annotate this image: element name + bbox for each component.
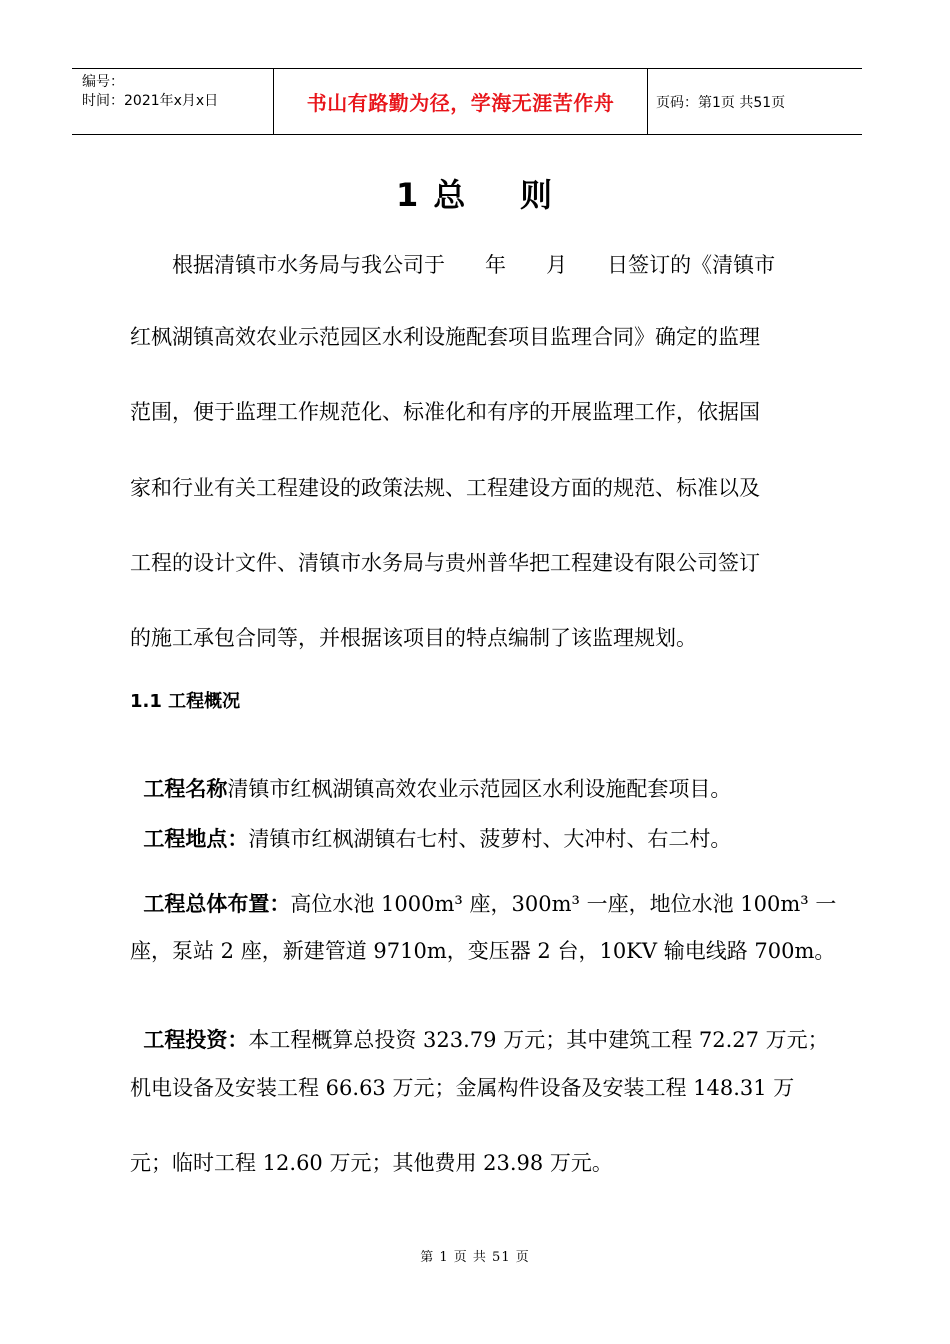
- project-investment-line: [130, 1001, 829, 1053]
- intro-line: 根据清镇市水务局与我公司于 年 月 日签订的《清镇市: [172, 253, 776, 277]
- serial-label: 编号：: [82, 74, 124, 90]
- project-location-label: 工程地点：: [143, 827, 249, 851]
- project-name-label: 工程名称: [143, 777, 228, 801]
- project-name-line: [130, 750, 731, 802]
- project-investment-line-2: 机电设备及安装工程 66.63 万元；金属构件设备及安装工程 148.31 万: [130, 1076, 795, 1100]
- project-investment-label: 工程投资：: [143, 1028, 249, 1052]
- page-info: 页码：第1页 共51页: [656, 94, 786, 111]
- motto: 书山有路勤为径，学海无涯苦作舟: [274, 69, 648, 134]
- project-layout-line: [130, 865, 836, 917]
- project-investment-value: 本工程概算总投资 323.79 万元；其中建筑工程 72.27 万元；: [248, 1028, 829, 1052]
- header-table: [72, 68, 862, 135]
- intro-line: 红枫湖镇高效农业示范园区水利设施配套项目监理合同》确定的监理: [130, 325, 760, 349]
- intro-line: 范围，便于监理工作规范化、标准化和有序的开展监理工作，依据国: [130, 400, 760, 424]
- time-label: 时间：2021年x月x日: [82, 93, 219, 109]
- project-layout-value: 高位水池 1000m³ 座，300m³ 一座，地位水池 100m³ 一: [290, 892, 837, 916]
- project-layout-line-2: 座，泵站 2 座，新建管道 9710m，变压器 2 台，10KV 输电线路 700m。: [130, 939, 836, 963]
- page-footer: 第 1 页 共 51 页: [420, 1250, 530, 1265]
- section-heading: 1.1 工程概况: [130, 691, 241, 712]
- project-name-value: 清镇市红枫湖镇高效农业示范园区水利设施配套项目。: [227, 777, 732, 801]
- project-investment-line-3: 元；临时工程 12.60 万元；其他费用 23.98 万元。: [130, 1151, 613, 1175]
- intro-line: 的施工承包合同等，并根据该项目的特点编制了该监理规划。: [130, 626, 697, 650]
- intro-line: 工程的设计文件、清镇市水务局与贵州普华把工程建设有限公司签订: [130, 551, 760, 575]
- page-title: 1 总 则: [396, 176, 554, 214]
- project-location-line: [130, 800, 731, 852]
- project-location-value: 清镇市红枫湖镇右七村、菠萝村、大冲村、右二村。: [248, 827, 732, 851]
- header-meta: [72, 69, 274, 134]
- intro-line: 家和行业有关工程建设的政策法规、工程建设方面的规范、标准以及: [130, 476, 760, 500]
- project-layout-label: 工程总体布置：: [143, 892, 291, 916]
